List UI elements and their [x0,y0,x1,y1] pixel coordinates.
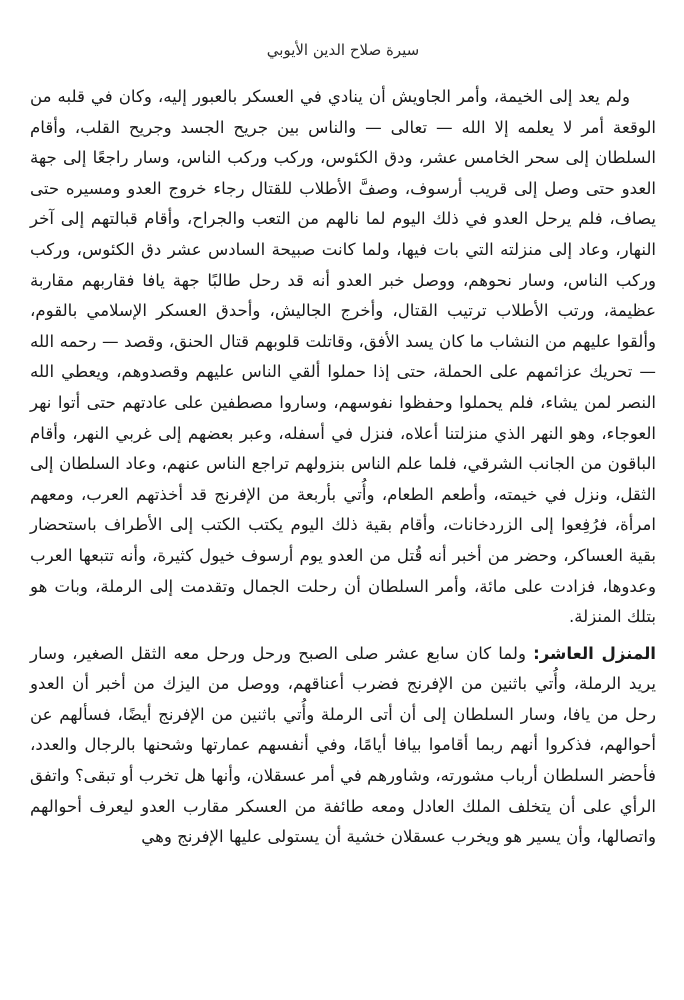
running-header-title: سيرة صلاح الدين الأيوبي [266,41,420,59]
page-body [30,82,656,853]
paragraph-1: ولم يعد إلى الخيمة، وأمر الجاويش أن ينادي في العسكر بالعبور إليه، وكان في قلبه من الوقعة أمر لا يعلمه إلا الله — تعالى — والناس بين جريح الجسد وجريح القلب، وأقام السلطان إلى سحر الخامس عشر، ودق الكئوس، وركب وركب الناس، وسار راجعًا إلى جهة العدو حتى وصل إلى قريب أرسوف، وصفَّ الأطلاب للقتال رجاء خروج العدو ومسيره حتى يصاف، فلم يرحل العدو في ذلك اليوم لما نالهم من التعب والجراح، وأقام قبالتهم إلى آخر النهار، وعاد إلى منزلته التي بات فيها، ولما كانت صبيحة السادس عشر دق الكئوس، وركب وركب الناس، وسار نحوهم، ووصل خبر العدو أنه قد رحل طالبًا جهة يافا فقاربهم مقاربة عظيمة، ورتب الأطلاب ترتيب القتال، وأخرج الجاليش، وأحدق العسكر الإسلامي بالقوم، وألقوا عليهم من النشاب ما كان يسد الأفق، وقاتلت قلوبهم قتال الحنق، وقصد — رحمه الله — تحريك عزائمهم على الحملة، حتى إذا حملوا ألقي الناس عليهم وقصدوهم، ويعطي الله النصر لمن يشاء، فلم يحملوا وحفظوا نفوسهم، وساروا مصطفين على عادتهم حتى أتوا نهر العوجاء، وهو النهر الذي منزلتنا أعلاه، فنزل في أسفله، وعبر بعضهم إلى غربي النهر، وأقام الباقون من الجانب الشرقي، فلما علم الناس بنزولهم تراجع الناس عنهم، وعاد السلطان إلى الثقل، ونزل في خيمته، وأطعم الطعام، وأُتي بأربعة من الإفرنج قد أخذتهم العرب، ومعهم امرأة، فرُفِعوا إلى الزردخانات، وأقام بقية ذلك اليوم يكتب الكتب إلى الأطراف باستحضار بقية العساكر، وحضر من أخبر أنه قُتل من العدو يوم أرسوف خيول كثيرة، وأنه تتبعها العرب وعدوها، فزادت على مائة، وأمر السلطان أن رحلت الجمال وتقدمت إلى الرملة، وبات هو بتلك المنزلة. [30,87,656,627]
paragraph-2 [30,639,656,853]
paragraph-2-text: ولما كان سابع عشر صلى الصبح ورحل ورحل معه الثقل الصغير، وسار يريد الرملة، وأُتي باثنين من الإفرنج فضرب أعناقهم، ووصل من اليزك من أخبر أن العدو رحل من يافا، وسار السلطان إلى أن أتى الرملة وأُتي باثنين من الإفرنج أيضًا، فسألهم عن أحوالهم، فذكروا أنهم ربما أقاموا بيافا أيامًا، وفي أنفسهم عمارتها وشحنها بالرجال والعدد، فأحضر السلطان أرباب مشورته، وشاورهم في أمر عسقلان، وأنها هل تخرب أو تبقى؟ واتفق الرأي على أن يتخلف الملك العادل ومعه طائفة من العسكر مقارب العدو ليعرف أحوالهم واتصالها، وأن يسير هو ويخرب عسقلان خشية أن يستولى عليها الإفرنج وهي [30,643,656,847]
section-heading-lead: المنزل العاشر: [533,643,656,663]
